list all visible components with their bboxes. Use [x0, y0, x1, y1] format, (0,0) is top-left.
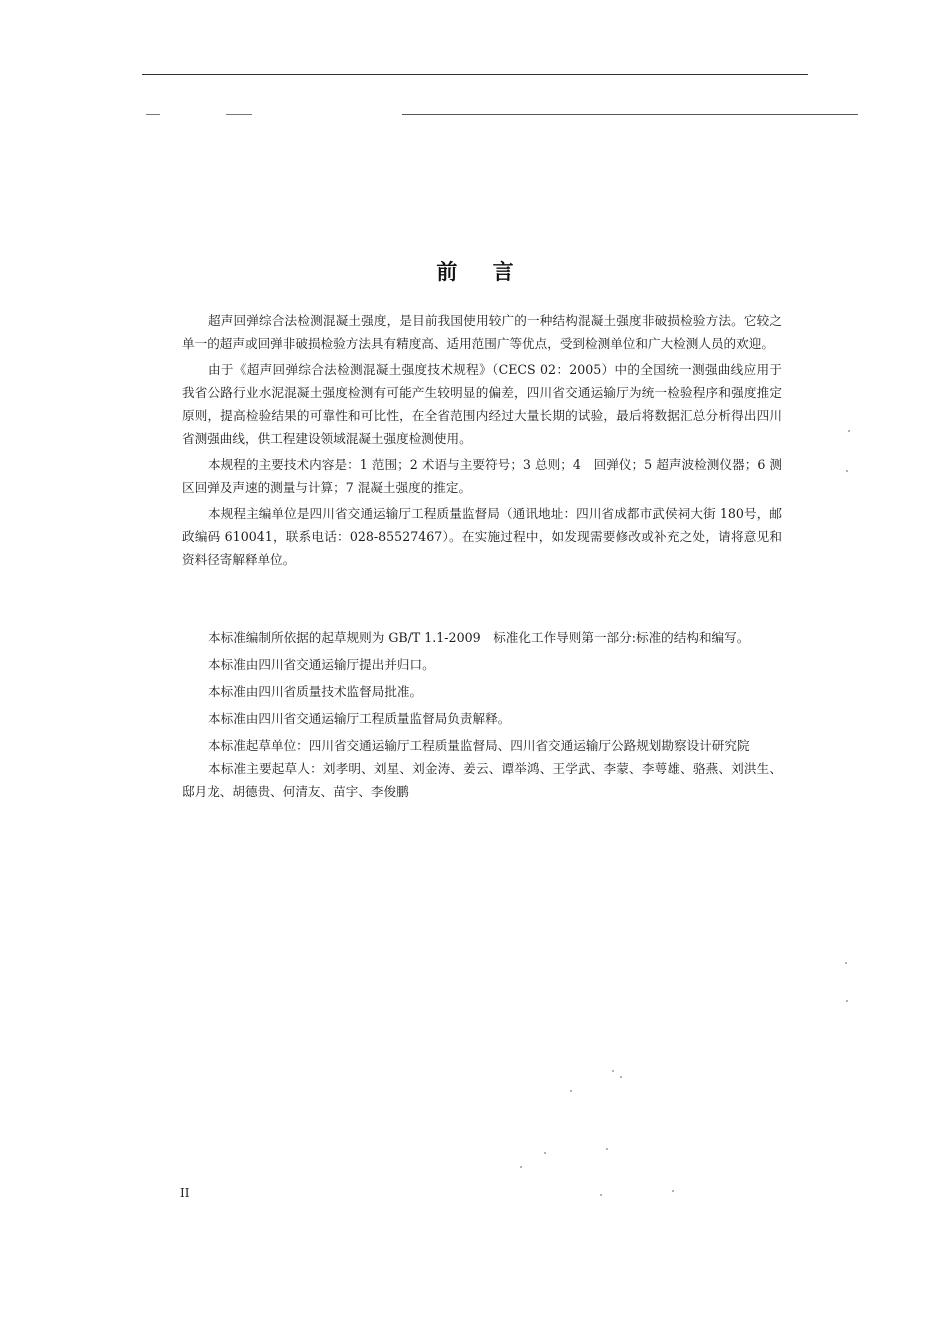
foreword-body	[182, 309, 782, 574]
scan-speck	[848, 430, 850, 432]
scan-speck	[672, 1190, 674, 1192]
standard-statements	[182, 626, 782, 807]
statement: 本标准起草单位：四川省交通运输厅工程质量监督局、四川省交通运输厅公路规划勘察设计研究院	[208, 738, 750, 753]
statement: 本标准编制所依据的起草规则为 GB/T 1.1-2009 标准化工作导则第一部分:标准的结构和编写。	[208, 630, 750, 645]
statement: 本标准由四川省交通运输厅提出并归口。	[208, 657, 435, 672]
scan-artifact-line	[226, 114, 252, 115]
scan-speck	[846, 470, 848, 472]
statement: 本标准由四川省交通运输厅工程质量监督局负责解释。	[208, 711, 511, 726]
header-rule	[142, 74, 808, 75]
paragraph: 本规程主编单位是四川省交通运输厅工程质量监督局（通讯地址：四川省成都市武侯祠大街 180号，邮政编码 610041，联系电话：028-85527467）。在实施过程中，如发现需要修改或补充之处，请将意见和资料径寄解释单位。	[182, 506, 782, 567]
scan-speck	[620, 1076, 622, 1078]
page-number: II	[180, 1186, 190, 1200]
scan-speck	[845, 962, 847, 964]
scan-speck	[612, 1070, 614, 1072]
scan-speck	[570, 1090, 572, 1092]
scan-speck	[600, 1194, 602, 1196]
scan-artifact-line	[402, 114, 858, 115]
scan-speck	[520, 1166, 522, 1168]
scan-speck	[846, 1000, 848, 1002]
scan-speck	[544, 1152, 546, 1154]
paragraph: 本规程的主要技术内容是：1 范围；2 术语与主要符号；3 总则；4 回弹仪；5 超声波检测仪器；6 测区回弹及声速的测量与计算；7 混凝土强度的推定。	[182, 457, 782, 495]
paragraph: 超声回弹综合法检测混凝土强度，是目前我国使用较广的一种结构混凝土强度非破损检验方法。它较之单一的超声或回弹非破损检验方法具有精度高、适用范围广等优点，受到检测单位和广大检测人员的欢迎。	[182, 313, 782, 351]
page-title: 前 言	[436, 260, 528, 284]
scan-artifact-line	[146, 114, 160, 115]
scan-speck	[606, 1148, 608, 1150]
statement: 本标准由四川省质量技术监督局批准。	[208, 684, 423, 699]
statement: 本标准主要起草人：刘孝明、刘星、刘金涛、姜云、谭举鸿、王学武、李蒙、李萼雄、骆燕、刘洪生、邸月龙、胡德贵、何清友、苗宇、李俊鹏	[182, 761, 782, 799]
paragraph: 由于《超声回弹综合法检测混凝土强度技术规程》（CECS 02：2005）中的全国统一测强曲线应用于我省公路行业水泥混凝土强度检测有可能产生较明显的偏差，四川省交通运输厅为统一检验程序和强度推定原则，提高检验结果的可靠性和可比性，在全省范围内经过大量长期的试验，最后将数据汇总分析得出四川省测强曲线，供工程建设领域混凝土强度检测使用。	[182, 362, 782, 446]
